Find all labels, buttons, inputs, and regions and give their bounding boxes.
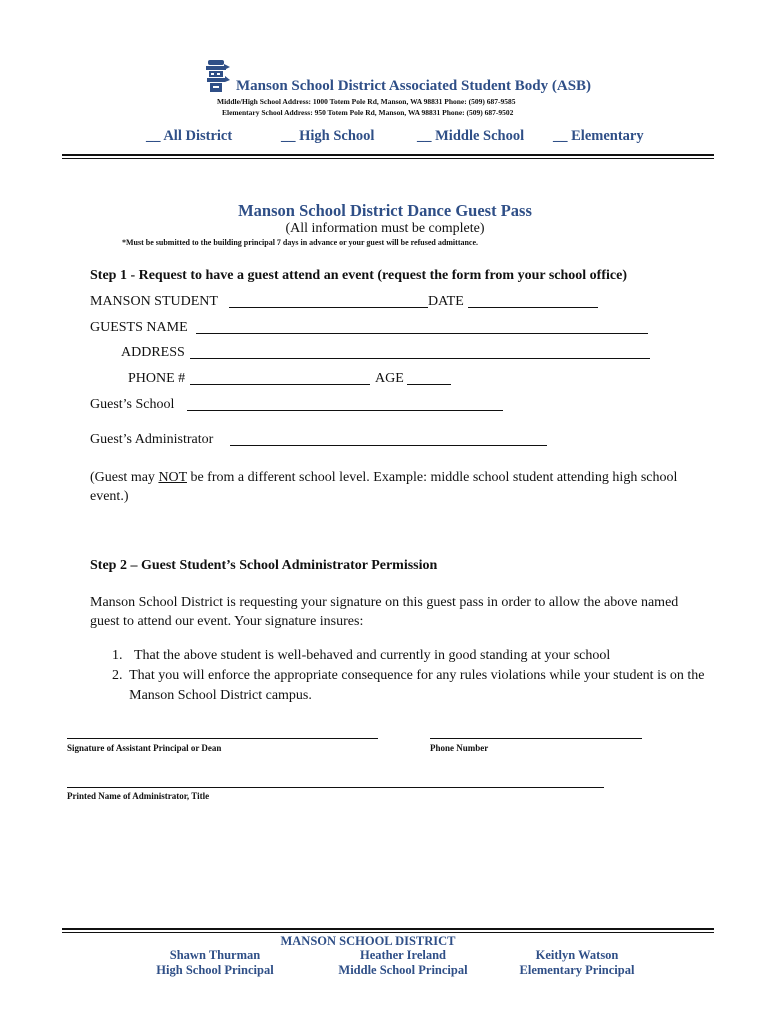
header-divider-thin	[62, 158, 714, 159]
footer-hs-principal	[120, 948, 310, 978]
totem-logo-icon	[205, 58, 231, 94]
guests-name-label: GUESTS NAME	[90, 320, 188, 335]
footer-name: Keitlyn Watson	[535, 948, 619, 962]
guest-school-field[interactable]	[187, 410, 503, 411]
option-middle-school[interactable]: __ Middle School	[417, 128, 525, 144]
list-item: 2. That you will enforce the appropriate consequence for any rules violations while your student is on the Manson School District campus.	[112, 668, 705, 703]
option-high-school[interactable]: __ High School	[281, 128, 375, 144]
signature-field[interactable]	[67, 738, 378, 739]
guest-level-note: (Guest may NOT be from a different school level. Example: middle school student attending high school event.)	[90, 470, 678, 504]
footer-name: Heather Ireland	[360, 948, 446, 962]
age-field[interactable]	[407, 384, 451, 385]
form-note: *Must be submitted to the building principal 7 days in advance or your guest will be refused admittance.	[122, 238, 479, 247]
age-label: AGE	[375, 371, 404, 386]
address-field[interactable]	[190, 358, 650, 359]
footer-title: Middle School Principal	[338, 963, 468, 977]
footer-title: Elementary Principal	[519, 963, 635, 977]
not-emphasis: NOT	[158, 470, 187, 485]
guests-name-field[interactable]	[196, 333, 648, 334]
footer-ms-principal	[308, 948, 498, 978]
date-label: DATE	[428, 294, 464, 309]
address-elementary: Elementary School Address: 950 Totem Pole Rd, Manson, WA 98831 Phone: (509) 687-9502	[222, 108, 514, 117]
guest-admin-label: Guest’s Administrator	[90, 432, 214, 447]
option-elementary[interactable]: __ Elementary	[553, 128, 644, 144]
step2-heading: Step 2 – Guest Student’s School Administrator Permission	[90, 558, 438, 573]
footer-name: Shawn Thurman	[169, 948, 261, 962]
form-title: Manson School District Dance Guest Pass	[238, 201, 532, 220]
form-subtitle: (All information must be complete)	[285, 221, 485, 236]
header-divider	[62, 154, 714, 156]
step1-heading: Step 1 - Request to have a guest attend an event (request the form from your school office)	[90, 268, 627, 283]
option-all-district[interactable]: __ All District	[146, 128, 233, 144]
list-item: 1. That the above student is well-behaved and currently in good standing at your school	[112, 648, 611, 663]
guest-admin-field[interactable]	[230, 445, 547, 446]
printed-name-field[interactable]	[67, 787, 604, 788]
printed-name-label: Printed Name of Administrator, Title	[67, 791, 210, 801]
footer-elem-principal	[482, 948, 672, 978]
signature-label: Signature of Assistant Principal or Dean	[67, 743, 222, 753]
manson-student-field[interactable]	[229, 307, 428, 308]
phone-field[interactable]	[190, 384, 370, 385]
date-field[interactable]	[468, 307, 598, 308]
phone-label: PHONE #	[128, 371, 186, 386]
address-label: ADDRESS	[121, 345, 185, 360]
phone-number-label: Phone Number	[430, 743, 489, 753]
address-middle-high: Middle/High School Address: 1000 Totem Pole Rd, Manson, WA 98831 Phone: (509) 687-9585	[217, 97, 516, 106]
footer-divider	[62, 928, 714, 930]
org-title: Manson School District Associated Student Body (ASB)	[236, 78, 592, 94]
footer-divider-thin	[62, 932, 714, 933]
manson-student-label: MANSON STUDENT	[90, 294, 218, 309]
footer-district: MANSON SCHOOL DISTRICT	[280, 934, 456, 948]
step2-intro: Manson School District is requesting your signature on this guest pass in order to allow the above named guest to attend our event. Your signature insures:	[90, 595, 679, 629]
phone-number-field[interactable]	[430, 738, 642, 739]
footer-title: High School Principal	[156, 963, 274, 977]
guest-school-label: Guest’s School	[90, 397, 175, 412]
